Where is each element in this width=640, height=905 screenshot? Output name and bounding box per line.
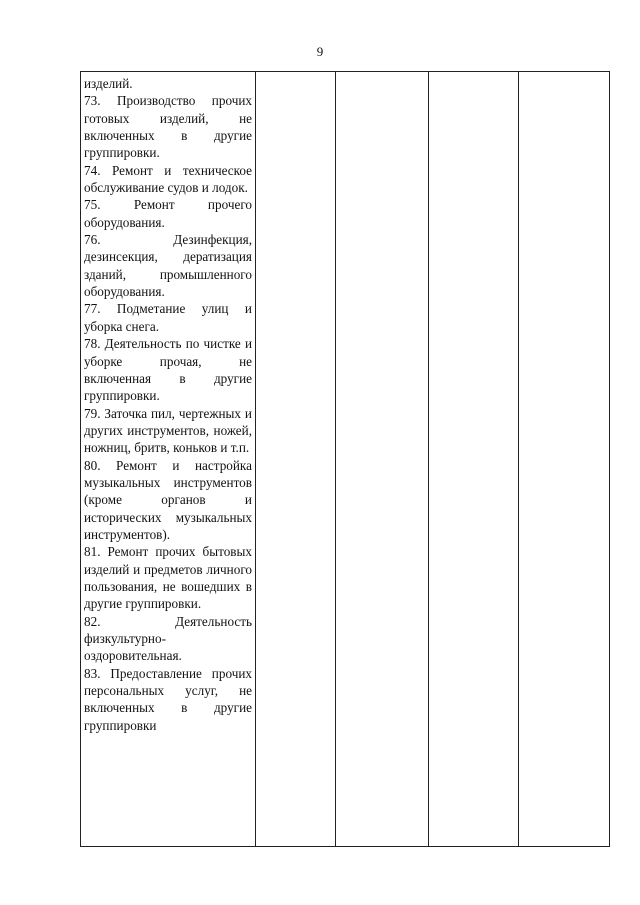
list-item: 75. Ремонт прочего оборудования. bbox=[84, 197, 252, 230]
list-item: 82. Деятельность физкультурно-оздоровительная. bbox=[84, 613, 252, 664]
page-number: 9 bbox=[316, 44, 324, 59]
list-item: 80. Ремонт и настройка музыкальных инструментов (кроме органов и исторических музыкальных инструментов). bbox=[84, 457, 252, 542]
activity-list bbox=[81, 72, 255, 734]
list-item: 76. Дезинфекция, дезинсекция, дератизация зданий, промышленного оборудования. bbox=[84, 232, 252, 300]
list-item: изделий. bbox=[84, 76, 133, 91]
list-item: 74. Ремонт и техническое обслуживание судов и лодок. bbox=[84, 162, 252, 196]
document-table bbox=[80, 71, 610, 847]
table-column-3 bbox=[336, 72, 429, 846]
table-column-activities bbox=[81, 72, 256, 846]
table-column-2 bbox=[256, 72, 336, 846]
list-item: 77. Подметание улиц и уборка снега. bbox=[84, 301, 252, 334]
list-item: 79. Заточка пил, чертежных и других инструментов, ножей, ножниц, бритв, коньков и т.п. bbox=[84, 405, 252, 456]
list-item: 81. Ремонт прочих бытовых изделий и предметов личного пользования, не вошедших в другие группировки. bbox=[84, 544, 252, 612]
list-item: 78. Деятельность по чистке и уборке прочая, не включенная в другие группировки. bbox=[84, 336, 252, 404]
list-item: 83. Предоставление прочих персональных услуг, не включенных в другие группировки bbox=[84, 665, 252, 733]
list-item: 73. Производство прочих готовых изделий, не включенных в другие группировки. bbox=[84, 93, 252, 161]
table-column-5 bbox=[519, 72, 609, 846]
table-column-4 bbox=[429, 72, 519, 846]
